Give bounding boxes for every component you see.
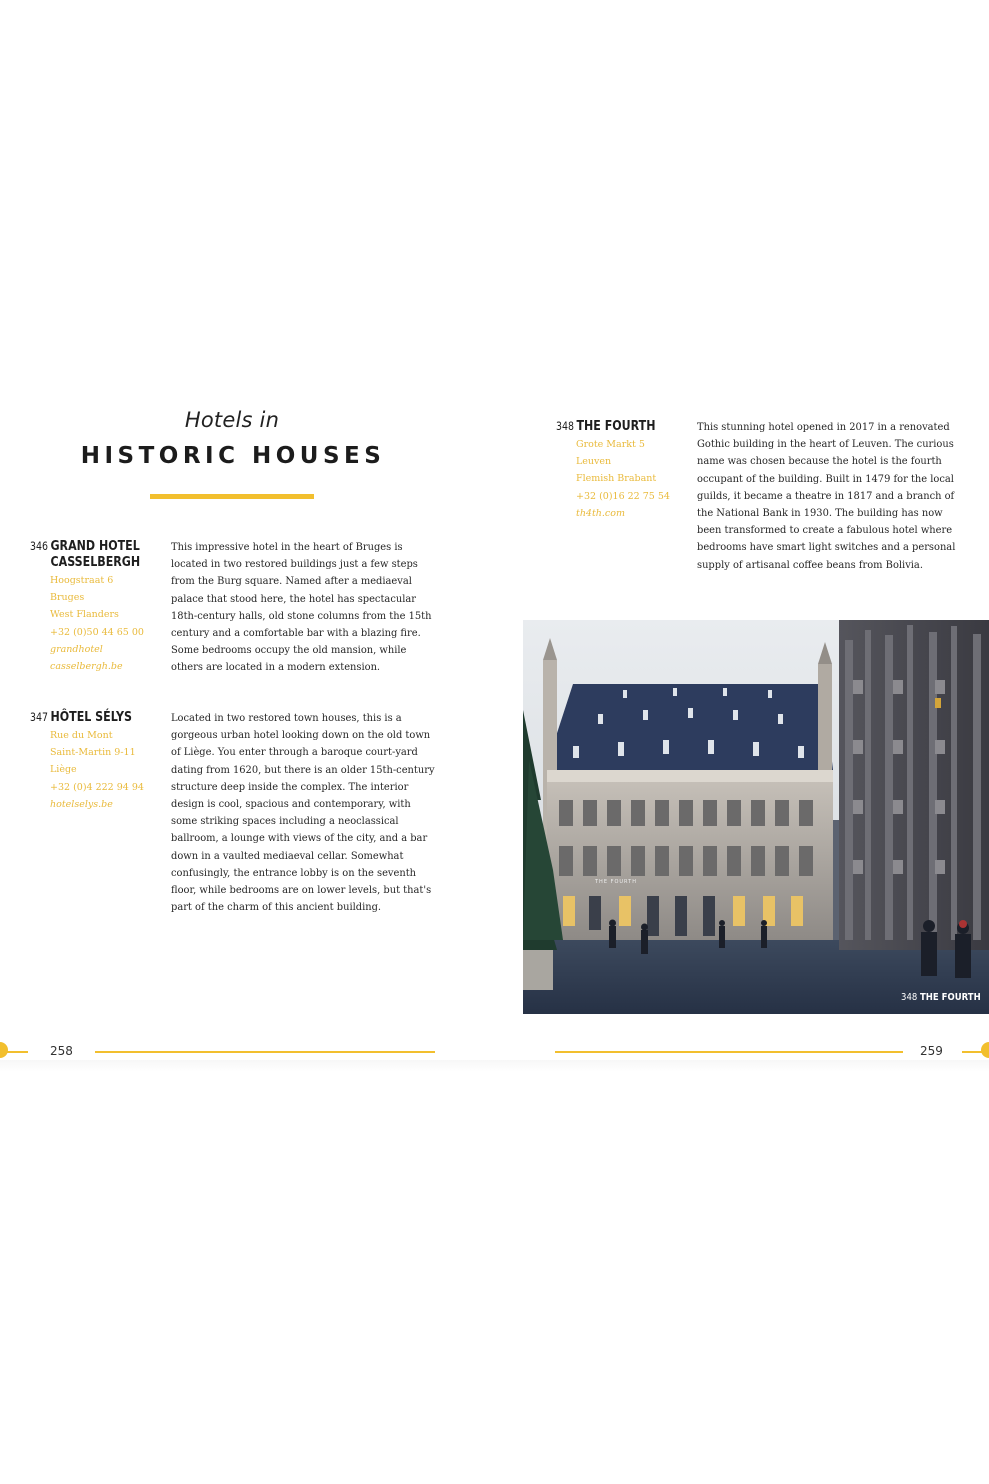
hotel-name-line1: HÔTEL SÉLYS bbox=[50, 709, 133, 725]
caption-number: 348 bbox=[901, 992, 918, 1003]
hotel-name-line2: CASSELBERGH bbox=[50, 554, 141, 570]
section-script-title: Hotels in bbox=[184, 408, 280, 432]
page-marker-right bbox=[981, 1042, 989, 1058]
footer-rule-right bbox=[555, 1051, 903, 1053]
hotel-website[interactable]: casselbergh.be bbox=[50, 661, 123, 673]
hotel-photo bbox=[523, 620, 989, 1014]
address-city: Bruges bbox=[50, 592, 85, 604]
building-sign: THE FOURTH bbox=[595, 879, 637, 885]
photo-caption bbox=[901, 992, 981, 1003]
page-marker-left bbox=[0, 1042, 8, 1058]
heading-underline bbox=[150, 494, 314, 499]
hotel-name-line1: THE FOURTH bbox=[576, 418, 656, 434]
page-number-left: 258 bbox=[50, 1044, 73, 1058]
photo-illustration bbox=[523, 620, 989, 1014]
address-region: Flemish Brabant bbox=[576, 473, 657, 485]
hotel-website[interactable]: th4th.com bbox=[576, 507, 625, 519]
footer-rule-left bbox=[95, 1051, 435, 1053]
address-phone: +32 (0)16 22 75 54 bbox=[576, 490, 670, 502]
address-city: Leuven bbox=[576, 456, 612, 468]
hotel-description: This stunning hotel opened in 2017 in a renovated Gothic building in the heart of Leuven. The curious name was chosen because the hotel is the fourth occupant of the building. Built in 1479 for the local guilds, it became a theatre in 1817 and a branch of the National Bank in 1930. The building has now been transformed to create a fabulous hotel where bedrooms have smart light switches and a personal supply of artisanal coffee beans from Bolivia. bbox=[697, 422, 956, 571]
hotel-website[interactable]: grandhotel bbox=[50, 643, 103, 655]
hotel-address bbox=[50, 727, 154, 813]
page-number-right: 259 bbox=[920, 1044, 943, 1058]
address-city: Liège bbox=[50, 764, 77, 776]
hotel-entry-346 bbox=[30, 538, 164, 675]
address-street: Grote Markt 5 bbox=[576, 439, 645, 450]
address-street-2: Saint-Martin 9-11 bbox=[50, 747, 136, 759]
hotel-website[interactable]: hotelselys.be bbox=[50, 798, 113, 810]
address-street: Hoogstraat 6 bbox=[50, 575, 114, 586]
hotel-address bbox=[576, 436, 677, 522]
hotel-number: 348 bbox=[556, 419, 575, 433]
hotel-name-line1: GRAND HOTEL bbox=[50, 538, 140, 554]
address-street: Rue du Mont bbox=[50, 730, 113, 741]
hotel-number: 347 bbox=[30, 710, 49, 724]
footer-rule-left-short bbox=[0, 1051, 28, 1053]
hotel-description: Located in two restored town houses, this is a gorgeous urban hotel looking down on the old town of Liège. You enter through a baroque court-yard dating from 1620, but there is an older 15th-century structure deep inside the complex. The interior design is cool, spacious and contemporary, with some striking spaces including a neoclassical ballroom, a lounge with views of the city, and a bar down in a vaulted mediaeval cellar. Somewhat confusingly, the entrance lobby is on the seventh floor, while bedrooms are on lower levels, but that's part of the charm of this ancient building. bbox=[171, 713, 435, 914]
caption-name: THE FOURTH bbox=[920, 992, 981, 1003]
address-phone: +32 (0)4 222 94 94 bbox=[50, 781, 144, 793]
page-edge-shadow bbox=[0, 1060, 989, 1072]
hotel-title bbox=[556, 418, 656, 434]
section-title: HISTORIC HOUSES bbox=[80, 443, 386, 469]
hotel-title bbox=[30, 538, 140, 570]
address-phone: +32 (0)50 44 65 00 bbox=[50, 626, 144, 638]
hotel-number: 346 bbox=[30, 539, 49, 553]
hotel-address bbox=[50, 572, 164, 675]
address-region: West Flanders bbox=[50, 609, 119, 621]
hotel-title bbox=[30, 709, 132, 725]
hotel-entry-348 bbox=[556, 418, 677, 522]
hotel-entry-347 bbox=[30, 709, 154, 813]
hotel-description: This impressive hotel in the heart of Bruges is located in two restored buildings just a few steps from the Burg square. Named after a mediaeval palace that stood here, the hotel has spectacular 18th-century halls, old stone columns from the 15th century and a comfortable bar with a blazing fire. Some bedrooms occupy the old mansion, while others are located in a modern extension. bbox=[171, 542, 432, 674]
